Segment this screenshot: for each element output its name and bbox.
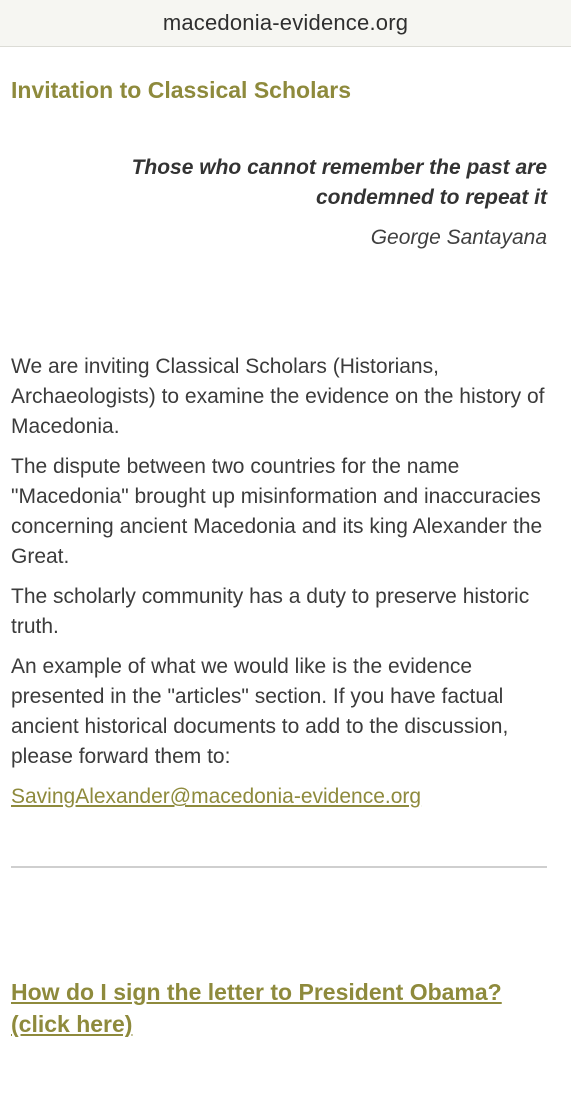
address-bar[interactable] [0, 0, 571, 47]
page-content [0, 75, 571, 1040]
url-text[interactable]: macedonia-evidence.org [162, 10, 409, 35]
page-title: Invitation to Classical Scholars [11, 77, 351, 103]
quote-line-2: condemned to repeat it [315, 186, 547, 209]
paragraph-duty: The scholarly community has a duty to preserve historic truth. [11, 585, 530, 638]
sign-link-line-1: How do I sign the letter to President Obama? [11, 979, 502, 1005]
paragraph-dispute: The dispute between two countries for the name "Macedonia" brought up misinformation and inaccuracies concerning ancient Macedonia and its king Alexander the Great. [11, 455, 543, 568]
cut-off-text-fragment [11, 1094, 547, 1103]
quote-block [11, 153, 547, 253]
quote-line-1: Those who cannot remember the past are [131, 156, 547, 179]
divider [11, 866, 547, 868]
paragraph-example: An example of what we would like is the evidence presented in the "articles" section. If you have factual ancient historical documents to add to the discussion, please forward them to: [11, 655, 509, 768]
email-link[interactable]: SavingAlexander@macedonia-evidence.org [11, 785, 422, 808]
sign-letter-link[interactable] [11, 976, 547, 1040]
paragraph-invitation: We are inviting Classical Scholars (Historians, Archaeologists) to examine the evidence on the history of Macedonia. [11, 355, 545, 438]
quote-author: George Santayana [370, 226, 547, 249]
quote-text [11, 153, 547, 213]
invitation-body [11, 352, 547, 812]
cut-off-text [11, 1094, 547, 1103]
sign-link-line-2: (click here) [11, 1011, 133, 1037]
